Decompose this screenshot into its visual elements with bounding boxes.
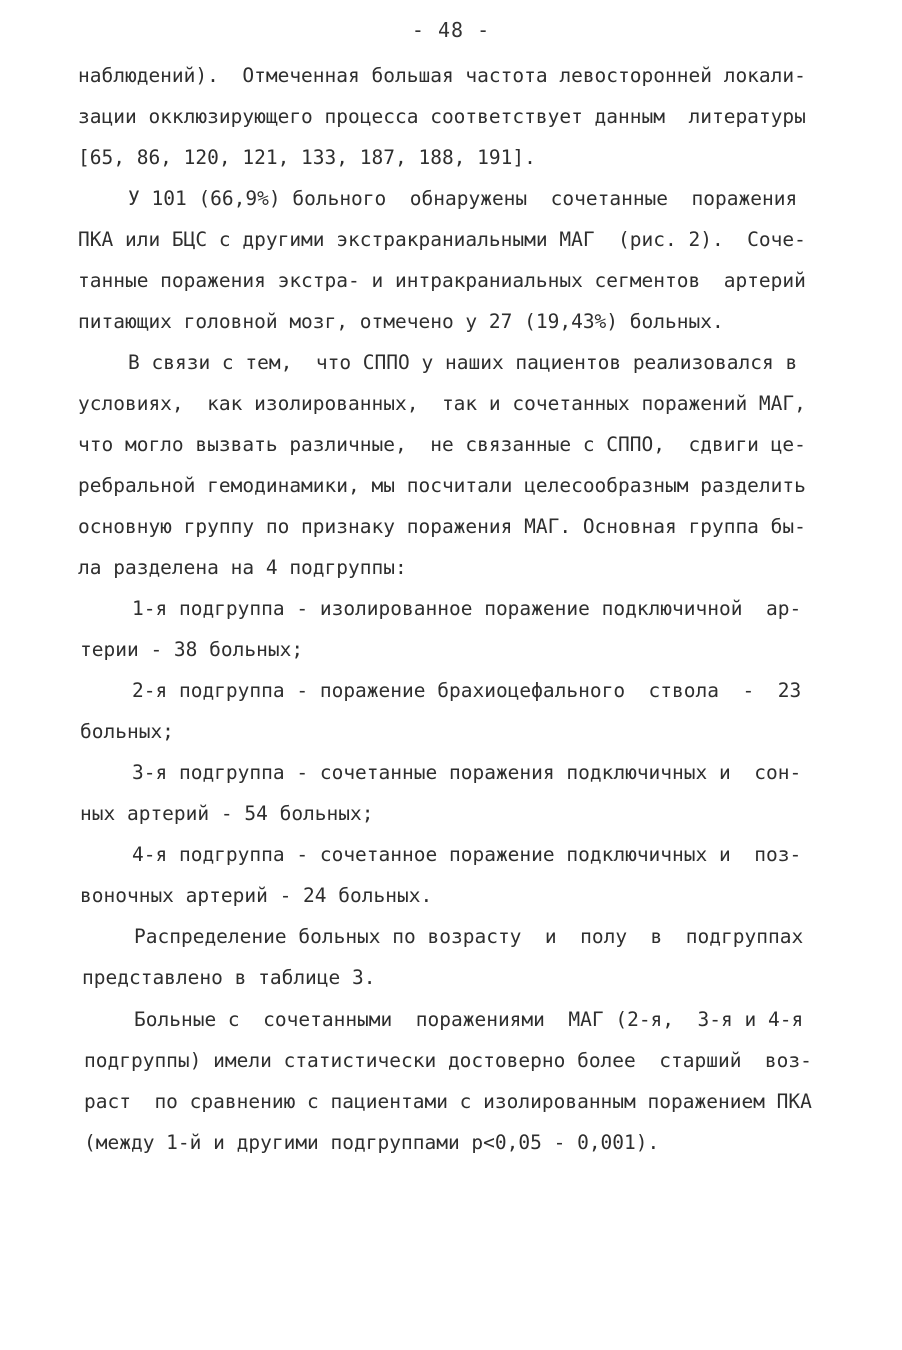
text-line: что могло вызвать различные, не связанные с СППО, сдвиги це- <box>78 433 806 456</box>
text-line: ПКА или БЦС с другими экстракраниальными МАГ (рис. 2). Соче- <box>78 228 806 251</box>
list-item: 3-я подгруппа - сочетанные поражения подключичных и сон- <box>132 761 802 784</box>
text-line: подгруппы) имели статистически достоверно более старший воз- <box>84 1049 812 1072</box>
list-item: 1-я подгруппа - изолированное поражение подключичной ар- <box>132 597 802 620</box>
text-line: Больные с сочетанными поражениями МАГ (2-я, 3-я и 4-я <box>134 1008 804 1031</box>
list-item: больных; <box>80 720 174 743</box>
text-line: Распределение больных по возрасту и полу в подгруппах <box>134 925 804 948</box>
text-line: У 101 (66,9%) больного обнаружены сочетанные поражения <box>128 187 798 210</box>
text-line: представлено в таблице 3. <box>82 966 376 989</box>
text-line: раст по сравнению с пациентами с изолированным поражением ПКА <box>84 1090 812 1113</box>
text-line: зации окклюзирующего процесса соответствует данным литературы <box>78 105 806 128</box>
text-line: ребральной гемодинамики, мы посчитали целесообразным разделить <box>78 474 806 497</box>
list-item: воночных артерий - 24 больных. <box>80 884 433 907</box>
text-line: [65, 86, 120, 121, 133, 187, 188, 191]. <box>78 146 536 169</box>
text-line: танные поражения экстра- и интракраниальных сегментов артерий <box>78 269 806 292</box>
text-line: питающих головной мозг, отмечено у 27 (19,43%) больных. <box>78 310 724 333</box>
list-item: 2-я подгруппа - поражение брахиоцефального ствола - 23 <box>132 679 802 702</box>
text-line: В связи с тем, что СППО у наших пациентов реализовался в <box>128 351 798 374</box>
text-line: (между 1-й и другими подгруппами p<0,05 - 0,001). <box>84 1131 660 1154</box>
text-line: наблюдений). Отмеченная большая частота левосторонней локали- <box>78 64 806 87</box>
page-number: - 48 - <box>411 18 491 42</box>
list-item: 4-я подгруппа - сочетанное поражение подключичных и поз- <box>132 843 802 866</box>
text-line: основную группу по признаку поражения МАГ. Основная группа бы- <box>78 515 806 538</box>
list-item: ных артерий - 54 больных; <box>80 802 374 825</box>
list-item: терии - 38 больных; <box>80 638 304 661</box>
text-line: условиях, как изолированных, так и сочетанных поражений МАГ, <box>78 392 806 415</box>
text-line: ла разделена на 4 подгруппы: <box>78 556 407 579</box>
